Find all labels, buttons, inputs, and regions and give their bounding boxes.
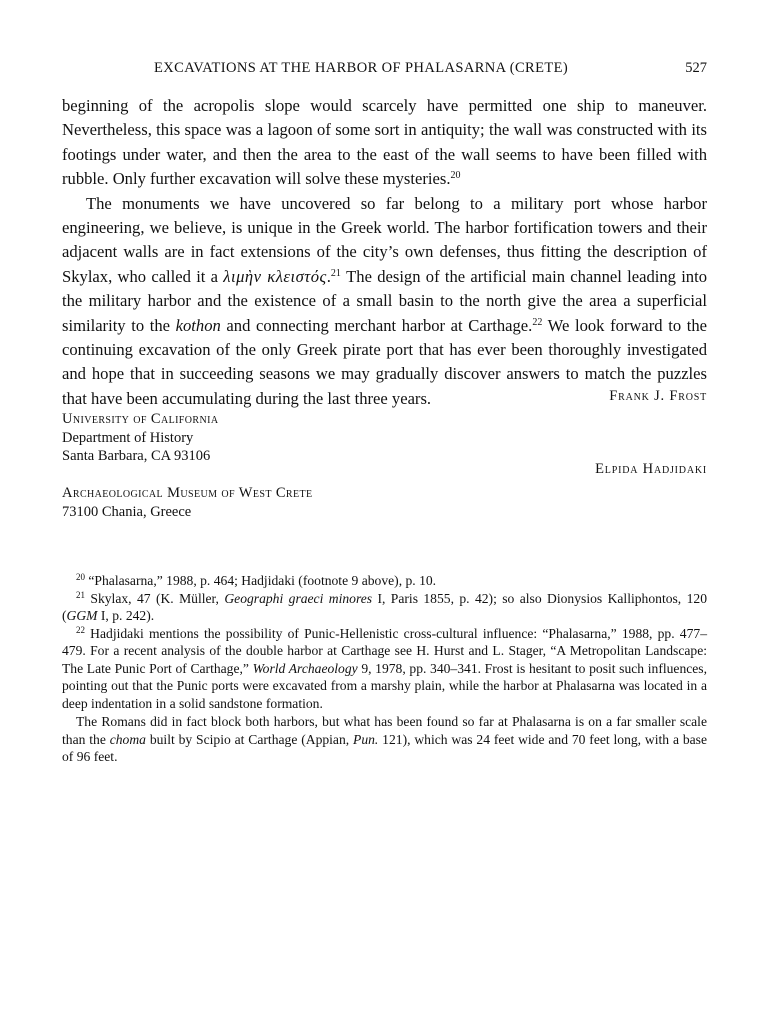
footnote-ref-21: 21 xyxy=(330,267,341,279)
footnote-italic: GGM xyxy=(66,608,98,623)
footnote-italic: Geographi graeci minores xyxy=(224,590,373,606)
footnote-text: I, Paris 1855, p. 42); so also Dionysios Kalliphontos, 120 ( xyxy=(62,590,707,623)
running-title: EXCAVATIONS AT THE HARBOR OF PHALASARNA (CRETE) xyxy=(154,60,569,76)
page-number: 527 xyxy=(685,60,707,76)
footnote-text: 121), which was 24 feet wide and 70 feet long, with a base of 96 feet. xyxy=(62,731,707,764)
kothon-term: kothon xyxy=(175,315,221,335)
footnote-italic: choma xyxy=(109,731,146,747)
footnote-text: “Phalasarna,” 1988, p. 464; Hadjidaki (footnote 9 above), p. 10. xyxy=(85,573,437,588)
paragraph-2-text-a: The monuments we have uncovered so far belong to a military port whose harbor engineering, we believe, is unique in the Greek world. The harbor fortification towers and their adjacent walls are in fact extensions of the city’s own defenses, thus fitting the description of Skylax, who called it a xyxy=(62,193,707,286)
footnote-text: built by Scipio at Carthage (Appian, xyxy=(145,731,354,747)
author-name-frost: Frank J. Frost xyxy=(609,388,707,404)
address-line: Department of History xyxy=(62,429,194,446)
footnote-number: 20 xyxy=(76,572,85,582)
footnote-text: 9, 1978, pp. 340–341. Frost is hesitant to posit such influences, pointing out that the Punic ports were excavated from a marshy plain, while the harbor at Phalasarna was located in a deep indentation in a solid sandstone formation. xyxy=(62,660,708,711)
paragraph-2-text-c: The design of the artificial main channel leading into the military harbor and the existence of a small basin to the north give the area a superficial similarity to the xyxy=(62,266,708,335)
paragraph-2-text-e: We look forward to the continuing excavation of the only Greek pirate port that has ever been thoroughly investigated and hope that in succeeding seasons we may gradually discover answers to match the puzzles that have been accumulating during the last three years. xyxy=(62,315,708,408)
affiliation-hadjidaki xyxy=(62,484,313,521)
footnote-ref-22: 22 xyxy=(532,316,543,328)
footnote-20 xyxy=(62,572,707,590)
address-line: Santa Barbara, CA 93106 xyxy=(62,448,211,464)
paragraph-1 xyxy=(62,94,707,192)
author-name-hadjidaki: Elpida Hadjidaki xyxy=(595,461,707,477)
address-line: 73100 Chania, Greece xyxy=(62,503,192,520)
footnote-number: 22 xyxy=(76,624,85,635)
footnote-21 xyxy=(62,590,707,625)
footnote-22-continued xyxy=(62,713,707,766)
institution-frost: University of California xyxy=(62,411,219,427)
footnote-number: 21 xyxy=(76,589,85,600)
footnote-italic: World Archaeology xyxy=(252,660,358,676)
affiliation-frost xyxy=(62,410,218,466)
footnote-italic: Pun. xyxy=(353,731,379,747)
running-header xyxy=(62,60,707,80)
institution-hadjidaki: Archaeological Museum of West Crete xyxy=(62,485,313,501)
footnote-22 xyxy=(62,625,707,713)
paragraph-2 xyxy=(62,192,707,412)
article-body xyxy=(62,94,707,411)
footnotes xyxy=(62,572,707,766)
footnote-text: Hadjidaki mentions the possibility of Punic-Hellenistic cross-cultural influence: “Phalasarna,” 1988, pp. 477–479. For a recent analysis of the double harbor at Carthage see H. Hurst and L. Stager, “A Metropolitan Landscape: The Late Punic Port of Carthage,” xyxy=(62,625,707,676)
greek-phrase: λιμὴν κλειστός xyxy=(223,266,327,286)
footnote-text: I, p. 242). xyxy=(97,608,155,623)
footnote-text: The Romans did in fact block both harbors, but what has been found so far at Phalasarna is on a far smaller scale than the xyxy=(62,714,707,747)
paragraph-2-text-d: and connecting merchant harbor at Carthage. xyxy=(220,315,533,335)
footnote-ref-20: 20 xyxy=(450,170,461,182)
footnote-text: Skylax, 47 (K. Müller, xyxy=(85,590,225,606)
paragraph-1-text: beginning of the acropolis slope would scarcely have permitted one ship to maneuver. Nevertheless, this space was a lagoon of some sort in antiquity; the wall was constructed with its footings under water, and then the area to the east of the wall seems to have been filled with rubble. Only further excavation will solve these mysteries. xyxy=(62,96,707,189)
paragraph-2-text-b: . xyxy=(326,266,331,286)
